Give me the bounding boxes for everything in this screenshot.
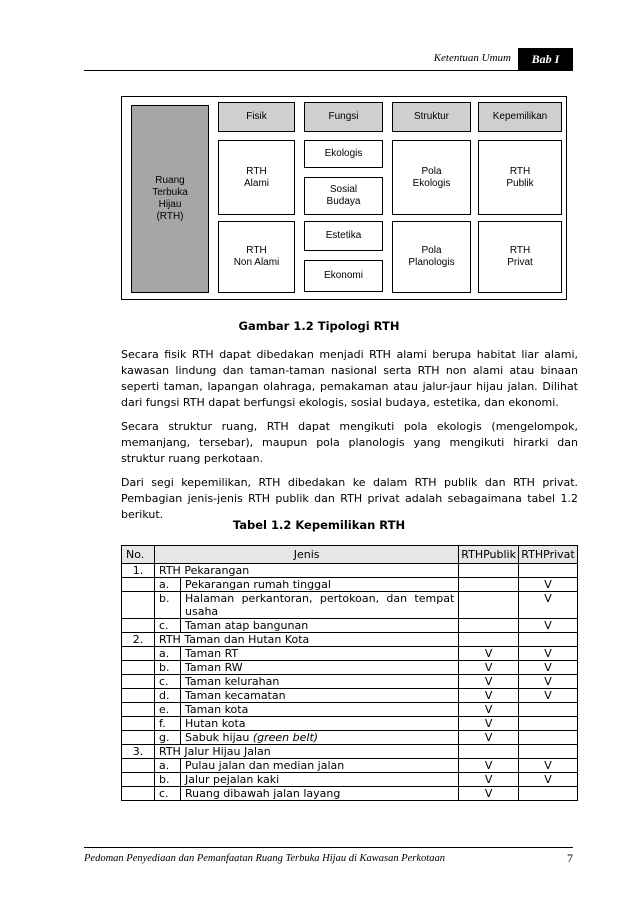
privat-check: V [519, 647, 578, 661]
table-group-row [122, 745, 578, 759]
table-row [122, 661, 578, 675]
row-number-cell [122, 578, 155, 592]
publik-cell [459, 745, 519, 759]
row-number-cell [122, 661, 155, 675]
row-number-cell [122, 731, 155, 745]
publik-check [459, 578, 519, 592]
privat-check: V [519, 578, 578, 592]
table-group-row [122, 633, 578, 647]
row-jenis-italic: (green belt) [252, 731, 319, 744]
privat-check: V [519, 773, 578, 787]
table-row [122, 717, 578, 731]
row-letter: c. [155, 787, 181, 801]
diagram-col-struktur: Struktur [392, 102, 471, 132]
publik-check: V [459, 675, 519, 689]
row-letter: b. [155, 773, 181, 787]
publik-check: V [459, 731, 519, 745]
row-jenis: Taman RT [181, 647, 459, 661]
diagram-struktur-ekologis: Pola Ekologis [392, 140, 471, 215]
row-letter: c. [155, 619, 181, 633]
row-jenis: Pekarangan rumah tinggal [181, 578, 459, 592]
header-chapter-badge: Bab I [518, 48, 573, 70]
privat-cell [519, 745, 578, 759]
row-number-cell [122, 703, 155, 717]
publik-check: V [459, 787, 519, 801]
row-letter: e. [155, 703, 181, 717]
privat-check [519, 787, 578, 801]
row-number-cell [122, 619, 155, 633]
publik-check: V [459, 717, 519, 731]
row-number-cell [122, 759, 155, 773]
paragraph-kepemilikan: Dari segi kepemilikan, RTH dibedakan ke dalam RTH publik dan RTH privat. Pembagian jenis-jenis RTH publik dan RTH privat adalah sebagaimana tabel 1.2 berikut. [121, 476, 578, 521]
diagram-col-fungsi: Fungsi [304, 102, 383, 132]
privat-check: V [519, 619, 578, 633]
table-caption: Tabel 1.2 Kepemilikan RTH [232, 518, 406, 532]
privat-check [519, 717, 578, 731]
privat-check: V [519, 592, 578, 619]
row-jenis: Sabuk hijau (green belt) [181, 731, 459, 745]
publik-check: V [459, 759, 519, 773]
row-jenis: Jalur pejalan kaki [181, 773, 459, 787]
footer-title: Pedoman Penyediaan dan Pemanfaatan Ruang Terbuka Hijau di Kawasan Perkotaan [84, 853, 445, 864]
row-jenis: Ruang dibawah jalan layang [181, 787, 459, 801]
table-group-row [122, 564, 578, 578]
privat-check [519, 703, 578, 717]
page-number: 7 [567, 851, 573, 865]
footer-rule [84, 847, 573, 848]
header-jenis: Jenis [155, 546, 459, 564]
row-letter: g. [155, 731, 181, 745]
row-number-cell [122, 689, 155, 703]
privat-check: V [519, 661, 578, 675]
table-row [122, 647, 578, 661]
row-letter: d. [155, 689, 181, 703]
publik-check [459, 619, 519, 633]
publik-cell [459, 564, 519, 578]
ownership-table [121, 545, 578, 801]
row-letter: c. [155, 675, 181, 689]
table-row [122, 773, 578, 787]
diagram-fungsi-sosial-budaya: Sosial Budaya [304, 177, 383, 215]
figure-caption: Gambar 1.2 Tipologi RTH [238, 319, 400, 333]
row-letter: a. [155, 578, 181, 592]
table-row [122, 592, 578, 619]
privat-check [519, 731, 578, 745]
row-jenis: Hutan kota [181, 717, 459, 731]
group-title: RTH Taman dan Hutan Kota [155, 633, 459, 647]
rth-typology-diagram [121, 96, 567, 300]
paragraph-fisik: Secara fisik RTH dapat dibedakan menjadi RTH alami berupa habitat liar alami, kawasan lindung dan taman-taman nasional serta RTH non alami atau binaan seperti taman, lapangan olahraga, pemakaman atau jalur-jaur hijau jalan. Dilihat dari fungsi RTH dapat berfungsi ekologis, sosial budaya, estetika, dan ekonomi. [121, 348, 578, 409]
row-number-cell [122, 675, 155, 689]
table-row [122, 787, 578, 801]
row-number-cell [122, 773, 155, 787]
paragraph-struktur: Secara struktur ruang, RTH dapat mengikuti pola ekologis (mengelompok, memanjang, tersebar), maupun pola planologis yang mengikuti hirarki dan struktur ruang perkotaan. [121, 420, 578, 465]
row-letter: b. [155, 592, 181, 619]
header-privat: RTHPrivat [519, 546, 578, 564]
row-letter: b. [155, 661, 181, 675]
header-rule [84, 70, 573, 71]
diagram-fungsi-ekonomi: Ekonomi [304, 260, 383, 292]
table-row [122, 675, 578, 689]
row-jenis: Taman kota [181, 703, 459, 717]
publik-check [459, 592, 519, 619]
publik-check: V [459, 703, 519, 717]
diagram-fisik-alami: RTH Alami [218, 140, 295, 215]
publik-check: V [459, 661, 519, 675]
table-row [122, 578, 578, 592]
diagram-kepemilikan-privat: RTH Privat [478, 221, 562, 293]
row-number-cell [122, 717, 155, 731]
diagram-fungsi-estetika: Estetika [304, 221, 383, 251]
diagram-main-box: Ruang Terbuka Hijau (RTH) [131, 105, 209, 293]
privat-cell [519, 633, 578, 647]
table-row [122, 619, 578, 633]
row-jenis: Taman kecamatan [181, 689, 459, 703]
publik-cell [459, 633, 519, 647]
publik-check: V [459, 647, 519, 661]
header-publik: RTHPublik [459, 546, 519, 564]
diagram-col-fisik: Fisik [218, 102, 295, 132]
publik-check: V [459, 773, 519, 787]
row-letter: f. [155, 717, 181, 731]
table-row [122, 703, 578, 717]
row-number-cell [122, 592, 155, 619]
group-number: 3. [122, 745, 155, 759]
group-title: RTH Pekarangan [155, 564, 459, 578]
table-row [122, 689, 578, 703]
row-number-cell [122, 647, 155, 661]
row-letter: a. [155, 759, 181, 773]
privat-check: V [519, 675, 578, 689]
diagram-struktur-planologis: Pola Planologis [392, 221, 471, 293]
row-jenis: Taman atap bangunan [181, 619, 459, 633]
header-no: No. [122, 546, 155, 564]
privat-check: V [519, 759, 578, 773]
privat-check: V [519, 689, 578, 703]
group-number: 1. [122, 564, 155, 578]
row-jenis: Taman kelurahan [181, 675, 459, 689]
row-jenis: Pulau jalan dan median jalan [181, 759, 459, 773]
row-number-cell [122, 787, 155, 801]
group-title: RTH Jalur Hijau Jalan [155, 745, 459, 759]
group-number: 2. [122, 633, 155, 647]
diagram-fungsi-ekologis: Ekologis [304, 140, 383, 168]
row-letter: a. [155, 647, 181, 661]
row-jenis: Taman RW [181, 661, 459, 675]
header-section-title: Ketentuan Umum [433, 52, 511, 64]
table-header-row [122, 546, 578, 564]
diagram-fisik-non-alami: RTH Non Alami [218, 221, 295, 293]
diagram-kepemilikan-publik: RTH Publik [478, 140, 562, 215]
row-jenis: Halaman perkantoran, pertokoan, dan tempat usaha [181, 592, 459, 619]
diagram-col-kepemilikan: Kepemilikan [478, 102, 562, 132]
table-row [122, 731, 578, 745]
table-row [122, 759, 578, 773]
publik-check: V [459, 689, 519, 703]
privat-cell [519, 564, 578, 578]
